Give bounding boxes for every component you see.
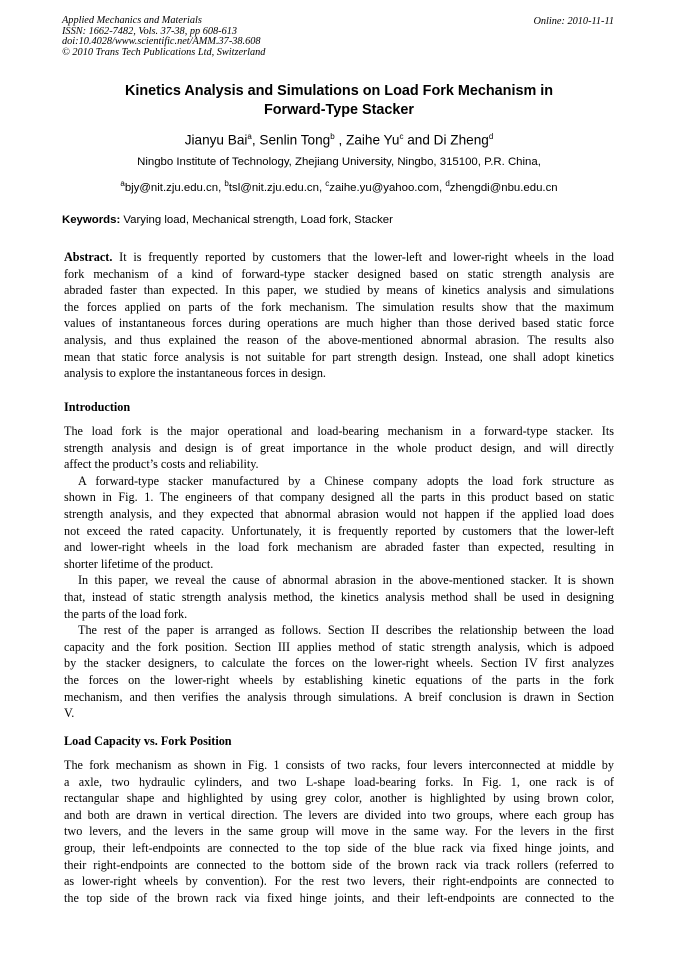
abstract-line: analysis, and thus explained the reason of the above-mentioned abnormal abrasion. The results also (64, 332, 614, 347)
keywords-label: Keywords: (62, 214, 121, 226)
section2-line: rectangular shape and highlighted by using grey color, another is highlighted by using brown color, (64, 791, 614, 806)
abstract-line: mean that static force analysis is not suitable for part strength design. Instead, one shall adopt kinetics (64, 349, 614, 364)
intro-line: affect the product’s costs and reliability. (64, 457, 259, 472)
abstract-line: analysis to explore the instantaneous forces in design. (64, 366, 326, 381)
intro-line: the forces on the lower-right wheels by establishing kinetic equations of the parts in the fork (64, 672, 614, 687)
email-separator: , (318, 181, 326, 194)
section2-line: and both are drawn in vertical direction. The levers are divided into two groups, where each group has (64, 807, 614, 822)
author-list (60, 128, 618, 150)
author-separator: , (251, 132, 260, 148)
abstract-line: fork mechanism of a kind of forward-type stacker designed based on static strength analysis are (64, 266, 614, 281)
abstract-paragraph (64, 249, 614, 382)
issn-line: ISSN: 1662-7482, Vols. 37-38, pp 608-613 (62, 25, 238, 37)
author-superscript: b (330, 132, 335, 141)
abstract-line: abraded faster than expected. In this paper, we studied by means of kinetics analysis and simulations (64, 283, 614, 298)
author-superscript: d (488, 132, 494, 141)
author-superscript: c (399, 132, 404, 141)
intro-line: strength analysis, and they expected that abnormal abrasion would not happen if the applied load does (64, 506, 614, 521)
intro-line: capacity and the fork position. Section III applies method of static strength analysis, which is adpoed (64, 639, 614, 654)
author-name: Senlin Tong (259, 132, 331, 148)
section2-line: their right-endpoints are connected to the bottom side of the brown rack via track rollers (referred to (64, 857, 614, 872)
author-name: Jianyu Bai (184, 132, 248, 148)
email-superscript: c (325, 179, 330, 188)
intro-line: strength analysis and design is of great importance in the whole product design, and will directly (64, 440, 614, 455)
online-date: Online: 2010-11-11 (533, 16, 614, 27)
abstract-line: the forces applied on parts of the fork mechanism. The simulation results show that the maximum (64, 299, 614, 314)
author-separator: , (334, 132, 347, 148)
journal-name: Applied Mechanics and Materials (62, 15, 202, 26)
author-name: Di Zheng (433, 132, 489, 148)
text-line (64, 249, 614, 266)
intro-line: In this paper, we reveal the cause of abnormal abrasion in the above-mentioned stacker. It is shown (78, 573, 614, 588)
copyright-line: © 2010 Trans Tech Publications Ltd, Switzerland (62, 46, 266, 58)
intro-line: V. (64, 706, 75, 721)
email-separator: , (218, 181, 225, 194)
intro-line: A forward-type stacker manufactured by a Chinese company adopts the load fork structure as (78, 473, 614, 488)
email-superscript: b (224, 179, 229, 188)
abstract-line: It is frequently reported by customers that the lower-left and lower-right wheels in the load (112, 250, 614, 264)
paper-title (60, 82, 618, 120)
author-separator: and (403, 132, 434, 148)
abstract-label: Abstract. (64, 250, 113, 264)
title-line-2: Forward-Type Stacker (263, 102, 415, 118)
author-superscript: a (247, 132, 252, 141)
intro-line: shown in Fig. 1. The engineers of that company designed all the parts in this product based on static (64, 490, 614, 505)
keywords (62, 214, 393, 226)
email-link[interactable]: zaihe.yu@yahoo.com (329, 181, 439, 194)
email-superscript: d (445, 179, 450, 188)
intro-line: not exceed the rated capacity. Unfortunately, it is frequently reported by customers that the lower-left (64, 523, 614, 538)
email-list (60, 179, 618, 194)
doi-line: doi:10.4028/www.scientific.net/AMM.37-38.608 (62, 36, 261, 48)
email-link[interactable]: tsl@nit.zju.edu.cn (228, 181, 319, 194)
section2-line: The fork mechanism as shown in Fig. 1 consists of two racks, four levers interconnected at middle by (64, 758, 614, 772)
abstract-line: values of instantaneous forces during operations are much higher than those derived based static force (64, 316, 614, 331)
intro-line: and lower-right wheels in the load fork mechanism are abraded faster than expected, resulting in (64, 540, 614, 555)
section-heading-load-capacity: Load Capacity vs. Fork Position (64, 734, 232, 748)
email-superscript: a (120, 179, 125, 188)
intro-line: by the stacker designers, to calculate the forces on the lower-right wheels. Section IV first analyzes (64, 656, 614, 671)
intro-line: shorter lifetime of the product. (64, 556, 214, 571)
section2-line: two levers, and the levers in the same group will move in the same way. For the levers in the first (64, 824, 614, 839)
section2-line: as lower-right wheels by convention). For the rest two levers, their right-endpoints are connected to (64, 874, 614, 889)
intro-line: the parts of the load fork. (64, 606, 188, 621)
keywords-text: Varying load, Mechanical strength, Load fork, Stacker (120, 214, 393, 226)
intro-line: The rest of the paper is arranged as follows. Section II describes the relationship between the load (78, 623, 614, 638)
title-line-1: Kinetics Analysis and Simulations on Load Fork Mechanism in (124, 83, 554, 99)
introduction-body (64, 423, 614, 722)
author-name: Zaihe Yu (346, 132, 400, 148)
section2-line: the top side of the brown rack via fixed hinge joints, and their left-endpoints are connected to the (64, 890, 614, 905)
intro-line: The load fork is the major operational and load-bearing mechanism in a forward-type stacker. Its (64, 424, 614, 438)
email-link[interactable]: bjy@nit.zju.edu.cn (124, 181, 219, 194)
section-heading-introduction: Introduction (64, 400, 131, 414)
section2-body (64, 757, 614, 906)
email-link[interactable]: zhengdi@nbu.edu.cn (449, 181, 558, 194)
section2-line: group, their left-endpoints are connected to the top side of the blue rack via fixed hinge joints, and (64, 840, 614, 855)
intro-line: mechanism, and then verifies the analysis through simulations. A breif conclusion is drawn in Section (64, 689, 614, 704)
affiliation: Ningbo Institute of Technology, Zhejiang University, Ningbo, 315100, P.R. China, (137, 156, 541, 168)
intro-line: that, instead of static strength analysis method, the kinetics analysis method shall be used in designing (64, 589, 614, 604)
email-separator: , (439, 181, 446, 194)
section2-line: a axle, two hydraulic cylinders, and two L-shape load-bearing forks. In Fig. 1, one rack is of (64, 774, 614, 789)
